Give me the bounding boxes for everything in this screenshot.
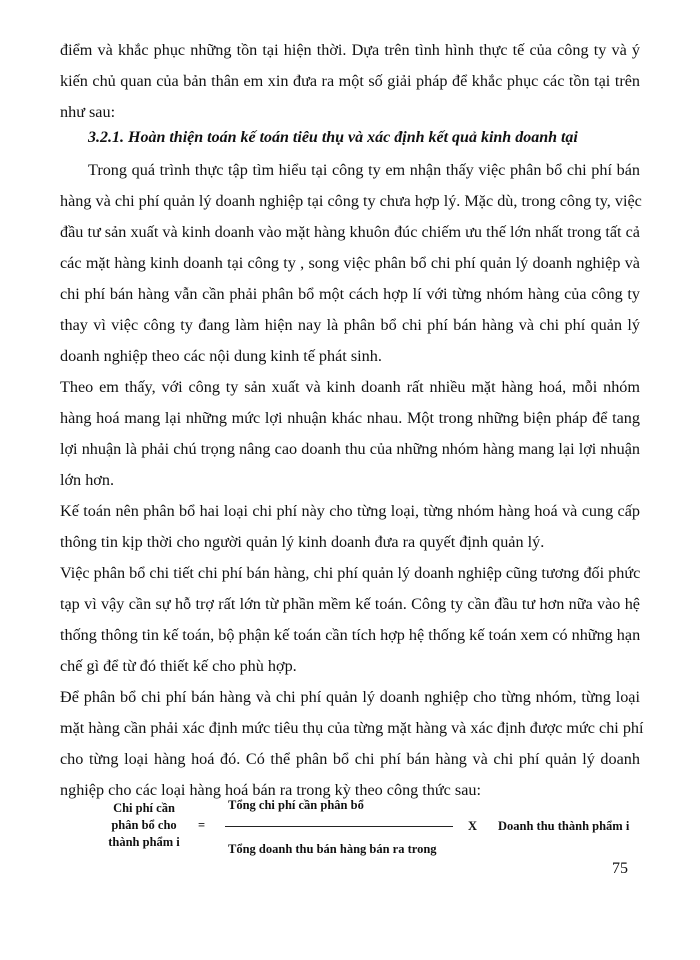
paragraph-line: Để phân bổ chi phí bán hàng và chi phí quản lý doanh nghiệp cho từng nhóm, từng loại xyxy=(60,688,640,706)
paragraph-line: thống thông tin kế toán, bộ phận kế toán cần tích hợp hệ thống kế toán xem có những hạn xyxy=(60,626,641,644)
intro-line: điểm và khắc phục những tồn tại hiện thời. Dựa trên tình hình thực tế của công ty và ý xyxy=(60,41,640,59)
formula-numerator: Tổng chi phí cần phân bổ xyxy=(228,798,364,812)
paragraph-line: lớn hơn. xyxy=(60,471,114,489)
formula-right-side: Doanh thu thành phẩm i xyxy=(498,819,630,833)
formula-left-line: phân bổ cho xyxy=(111,818,177,832)
paragraph-line: Trong quá trình thực tập tìm hiểu tại công ty em nhận thấy việc phân bổ chi phí bán xyxy=(88,161,640,179)
formula-equals: = xyxy=(198,818,206,832)
paragraph-line: hàng và chi phí quản lý doanh nghiệp tại công ty chưa hợp lý. Mặc dù, trong công ty, việc xyxy=(60,192,642,210)
formula-times: X xyxy=(468,819,478,833)
paragraph-line: đầu tư sản xuất và kinh doanh vào mặt hàng khuôn đúc chiếm ưu thế lớn nhất trong tất cả xyxy=(60,223,640,241)
paragraph-line: thông tin kịp thời cho người quản lý kinh doanh đưa ra quyết định quản lý. xyxy=(60,533,545,551)
formula-left-side xyxy=(100,800,188,851)
paragraph-line: chi phí bán hàng vẫn cần phải phân bổ một cách hợp lí với từng nhóm hàng của công ty xyxy=(60,285,640,303)
page-number: 75 xyxy=(612,860,628,877)
intro-line: kiến chủ quan của bản thân em xin đưa ra một số giải pháp để khắc phục các tồn tại trên xyxy=(60,72,640,90)
paragraph-line: Theo em thấy, với công ty sản xuất và kinh doanh rất nhiều mặt hàng hoá, mỗi nhóm xyxy=(60,378,640,396)
formula-left-line: Chi phí cần xyxy=(113,801,175,815)
paragraph-line: tạp vì vậy cần sự hỗ trợ rất lớn từ phần mềm kế toán. Công ty cần đầu tư hơn nữa vào hệ xyxy=(60,595,640,613)
formula-left-line: thành phẩm i xyxy=(108,835,180,849)
paragraph-line: lợi nhuận là phải chú trọng nâng cao doanh thu của những nhóm hàng mang lại lợi nhuận xyxy=(60,440,640,458)
paragraph-line: các mặt hàng kinh doanh tại công ty , song việc phân bổ chi phí quản lý doanh nghiệp và xyxy=(60,254,640,272)
paragraph-line: Việc phân bổ chi tiết chi phí bán hàng, chi phí quản lý doanh nghiệp cũng tương đối phức xyxy=(60,564,641,582)
fraction-bar xyxy=(225,826,453,827)
paragraph-line: thay vì việc công ty đang làm hiện nay là phân bổ chi phí bán hàng và chi phí quản lý xyxy=(60,316,640,334)
intro-line: như sau: xyxy=(60,103,116,121)
allocation-formula xyxy=(0,790,700,860)
section-heading: 3.2.1. Hoàn thiện toán kế toán tiêu thụ và xác định kết quả kinh doanh tại xyxy=(88,129,578,146)
paragraph-line: cho từng loại hàng hoá đó. Có thể phân bổ chi phí bán hàng và chi phí quản lý doanh xyxy=(60,750,640,768)
paragraph-line: Kế toán nên phân bổ hai loại chi phí này cho từng loại, từng nhóm hàng hoá và cung cấp xyxy=(60,502,640,520)
formula-denominator: Tổng doanh thu bán hàng bán ra trong xyxy=(228,842,437,856)
paragraph-line: chế gì để từ đó thiết kế cho phù hợp. xyxy=(60,657,297,675)
paragraph-line: nghiệp cho các loại hàng hoá bán ra trong kỳ theo công thức sau: xyxy=(60,781,481,799)
paragraph-line: mặt hàng cần phải xác định mức tiêu thụ của từng mặt hàng và xác định được mức chi phí xyxy=(60,719,644,737)
paragraph-line: doanh nghiệp theo các nội dung kinh tế phát sinh. xyxy=(60,347,382,365)
paragraph-line: hàng hoá mang lại những mức lợi nhuận khác nhau. Một trong những biện pháp để tang xyxy=(60,409,640,427)
